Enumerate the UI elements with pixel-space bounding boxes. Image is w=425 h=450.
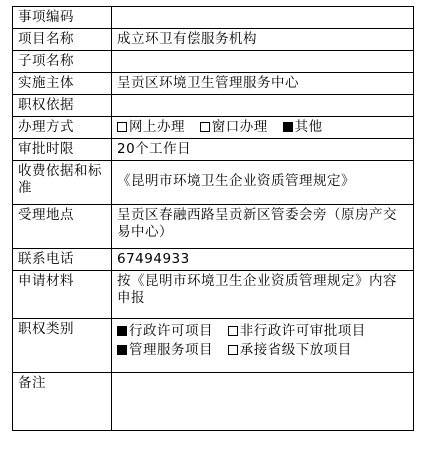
row-fee <box>13 161 414 205</box>
category-option-label: 承接省级下放项目 <box>239 342 352 358</box>
method-option-online[interactable] <box>117 119 185 135</box>
row-location <box>13 205 414 249</box>
label-method: 办理方式 <box>13 117 112 139</box>
value-phone: 67494933 <box>112 249 414 271</box>
category-option-management[interactable] <box>117 342 213 358</box>
label-location: 受理地点 <box>13 205 112 249</box>
checkbox-checked-icon <box>117 326 127 336</box>
checkbox-icon <box>117 122 127 132</box>
method-option-label: 网上办理 <box>129 119 185 135</box>
value-basis <box>112 95 414 117</box>
value-remark <box>112 373 414 431</box>
method-option-label: 窗口办理 <box>211 119 268 135</box>
row-remark <box>13 373 414 431</box>
label-name: 项目名称 <box>13 29 112 51</box>
row-category <box>13 319 414 373</box>
label-materials: 申请材料 <box>13 271 112 319</box>
row-phone <box>13 249 414 271</box>
value-category <box>112 319 414 373</box>
label-subject: 实施主体 <box>13 73 112 95</box>
value-method <box>112 117 414 139</box>
checkbox-icon <box>200 122 210 132</box>
checkbox-icon <box>228 326 238 336</box>
checkbox-checked-icon <box>283 122 293 132</box>
row-name <box>13 29 414 51</box>
category-option-admin-license[interactable] <box>117 323 213 339</box>
value-subject: 呈贡区环境卫生管理服务中心 <box>112 73 414 95</box>
value-name: 成立环卫有偿服务机构 <box>112 29 414 51</box>
value-location: 呈贡区春融西路呈贡新区管委会旁（原房产交易中心） <box>112 205 414 249</box>
row-subject <box>13 73 414 95</box>
category-option-label: 管理服务项目 <box>129 342 213 358</box>
row-materials <box>13 271 414 319</box>
label-basis: 职权依据 <box>13 95 112 117</box>
label-phone: 联系电话 <box>13 249 112 271</box>
label-category: 职权类别 <box>13 319 112 373</box>
category-option-label: 行政许可项目 <box>129 323 213 339</box>
row-method <box>13 117 414 139</box>
checkbox-icon <box>228 345 238 355</box>
value-materials: 按《昆明市环境卫生企业资质管理规定》内容申报 <box>112 271 414 319</box>
category-option-non-admin[interactable] <box>228 323 366 339</box>
label-time-limit: 审批时限 <box>13 139 112 161</box>
value-time-limit: 20个工作日 <box>112 139 414 161</box>
label-fee: 收费依据和标准 <box>13 161 112 205</box>
value-fee: 《昆明市环境卫生企业资质管理规定》 <box>112 161 414 205</box>
row-code <box>13 7 414 29</box>
label-code: 事项编码 <box>13 7 112 29</box>
checkbox-checked-icon <box>117 345 127 355</box>
service-info-table <box>12 6 414 431</box>
label-subname: 子项名称 <box>13 51 112 73</box>
category-option-provincial[interactable] <box>228 342 352 358</box>
method-option-window[interactable] <box>200 119 268 135</box>
row-time-limit <box>13 139 414 161</box>
label-remark: 备注 <box>13 373 112 431</box>
category-option-label: 非行政许可审批项目 <box>239 323 366 339</box>
method-option-label: 其他 <box>294 119 323 135</box>
value-code <box>112 7 414 29</box>
row-basis <box>13 95 414 117</box>
method-option-other[interactable] <box>283 119 323 135</box>
value-subname <box>112 51 414 73</box>
row-subname <box>13 51 414 73</box>
